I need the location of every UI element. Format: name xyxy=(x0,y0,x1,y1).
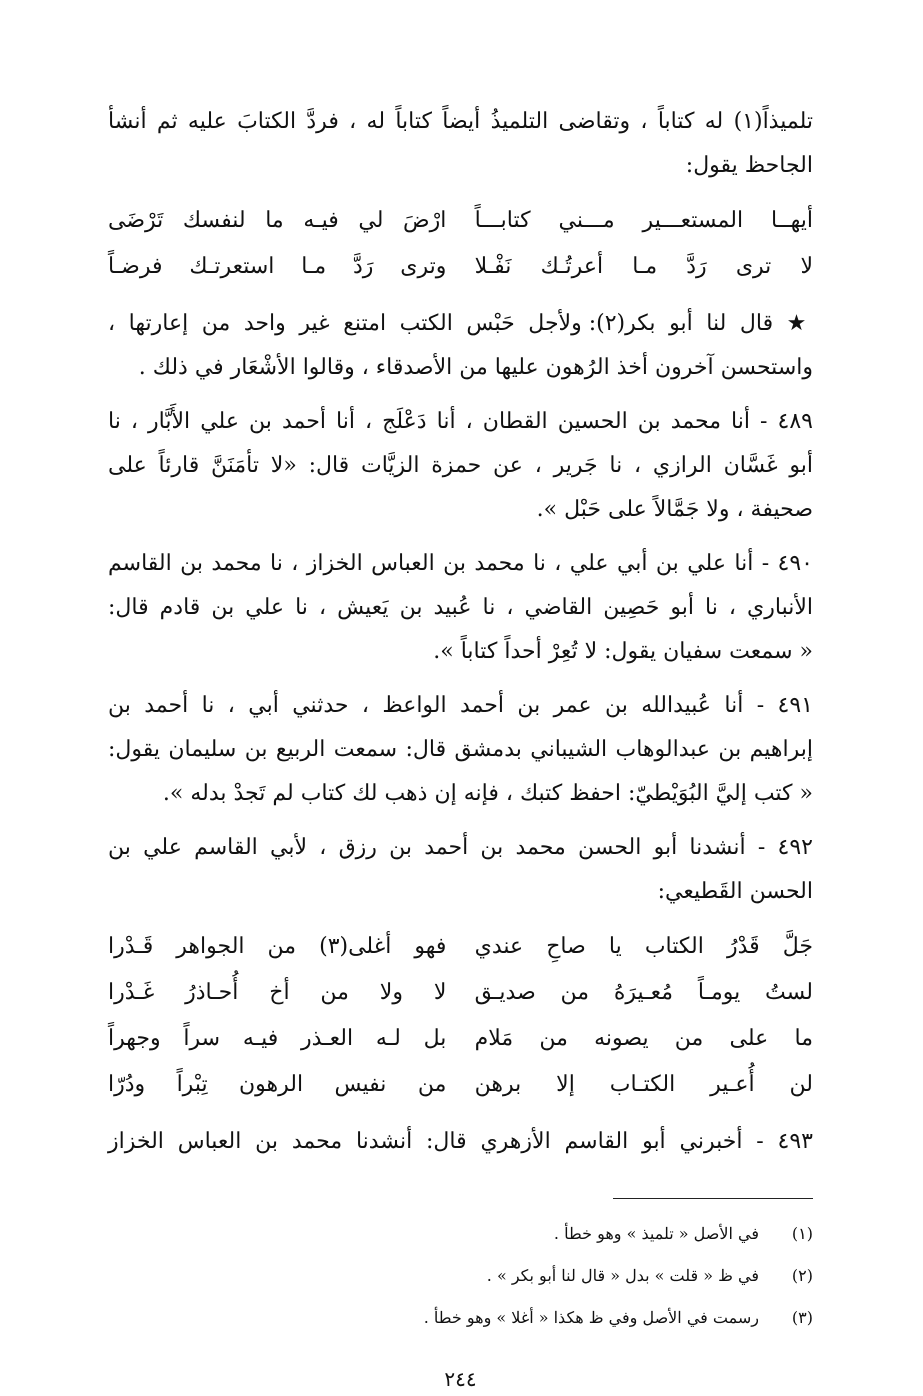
hemistich-second: فهو أغلى(٣) من الجواهر قَـدْرا xyxy=(108,934,447,959)
text-line: الحسن القَطيعي: xyxy=(657,879,813,904)
verse xyxy=(108,244,813,290)
text-line: إبراهيم بن عبدالوهاب الشيباني بدمشق قال: سمعت الربيع بن سليمان يقول: xyxy=(108,737,813,762)
text-line: ٤٩٢ - أنشدنا أبو الحسن محمد بن أحمد بن رزق ، لأبي القاسم علي بن xyxy=(108,835,813,860)
entry-493 xyxy=(108,1120,813,1164)
text-line: ٤٩١ - أنا عُبيدالله بن عمر بن أحمد الواعظ ، حدثني أبي ، نا أحمد بن xyxy=(108,693,813,718)
hemistich-second: بل لـه العـذر فيـه سراً وجهراً xyxy=(108,1026,447,1051)
footnote-text: رسمت في الأصل وفي ظ هكذا « أغلا » وهو خطأ . xyxy=(423,1308,759,1327)
text-line: الأنباري ، نا أبو حَصِين القاضي ، نا عُبيد بن يَعيش ، نا علي بن قادم قال: xyxy=(108,595,813,620)
footnotes xyxy=(108,1213,813,1339)
footnote-text: في ظ « قلت » بدل « قال لنا أبو بكر » . xyxy=(486,1266,759,1285)
hemistich-first: جَلَّ قَدْرُ الكتاب يا صاحِ عندي xyxy=(474,934,813,959)
hemistich-second: ارْضَ لي فيـه ما لنفسك تَرْضَى xyxy=(108,208,447,233)
footnote-separator xyxy=(613,1198,813,1199)
poem-1 xyxy=(108,198,813,290)
text-line: ٤٩٠ - أنا علي بن أبي علي ، نا محمد بن العباس الخزاز ، نا محمد بن القاسم xyxy=(108,551,813,576)
verse xyxy=(108,1062,813,1108)
hemistich-first: ما على من يصونه من مَلام xyxy=(474,1026,813,1051)
entry-490 xyxy=(108,542,813,674)
hemistich-second: لا ولا من أخ أُحـاذرُ غَـدْرا xyxy=(108,980,447,1005)
text-line: ٤٨٩ - أنا محمد بن الحسين القطان ، أنا دَعْلَج ، أنا أحمد بن علي الأَبَّار ، نا xyxy=(108,409,813,434)
hemistich-second: من نفيس الرهون تِبْراً ودُرّا xyxy=(108,1072,447,1097)
hemistich-second: وترى رَدَّ مـا استعرتـك فرضـاً xyxy=(108,254,447,279)
entry-491 xyxy=(108,684,813,816)
text-line: تلميذاً(١) له كتاباً ، وتقاضى التلميذُ أيضاً كتاباً له ، فردَّ الكتابَ عليه ثم أنشأ xyxy=(108,109,813,134)
footnote-text: في الأصل « تلميذ » وهو خطأ . xyxy=(553,1224,759,1243)
text-line: ★ قال لنا أبو بكر(٢): ولأجل حَبْس الكتب امتنع غير واحد من إعارتها ، xyxy=(108,311,813,336)
text-line: « سمعت سفيان يقول: لا تُعِرْ أحداً كتاباً ». xyxy=(433,639,813,664)
hemistich-first: لن أُعـير الكتـاب إلا برهن xyxy=(474,1072,813,1097)
text-line: الجاحظ يقول: xyxy=(685,153,813,178)
footnote-number: (٢) xyxy=(791,1266,813,1285)
text-line: واستحسن آخرون أخذ الرُهون عليها من الأصدقاء ، وقالوا الأشْعَار في ذلك . xyxy=(138,355,813,380)
paragraph-intro xyxy=(108,100,813,188)
paragraph-note xyxy=(108,302,813,390)
page-number: ٢٤٤ xyxy=(444,1367,477,1391)
text-line: صحيفة ، ولا جَمَّالاً على حَبْل ». xyxy=(536,497,813,522)
verse xyxy=(108,198,813,244)
entry-492 xyxy=(108,826,813,914)
poem-2 xyxy=(108,924,813,1108)
footnote xyxy=(108,1297,813,1339)
verse xyxy=(108,924,813,970)
verse xyxy=(108,1016,813,1062)
text-line: « كتب إليَّ البُوَيْطيّ: احفظ كتبك ، فإنه إن ذهب لك كتاب لم تَجدْ بدله ». xyxy=(162,781,813,806)
hemistich-first: لا ترى رَدَّ مـا أعرتُـك نَفْـلا xyxy=(474,254,813,279)
hemistich-first: أيهــا المستعـــير مـــني كتابـــاً xyxy=(474,208,813,233)
footnote xyxy=(108,1255,813,1297)
footnote-number: (١) xyxy=(791,1224,813,1243)
text-line: ٤٩٣ - أخبرني أبو القاسم الأزهري قال: أنشدنا محمد بن العباس الخزاز xyxy=(108,1129,813,1154)
footnote xyxy=(108,1213,813,1255)
footnote-number: (٣) xyxy=(791,1308,813,1327)
text-line: أبو غَسَّان الرازي ، نا جَرير ، عن حمزة الزيَّات قال: «لا تأمَنَنَّ قارئاً على xyxy=(108,453,813,478)
hemistich-first: لستُ يومـاً مُعـيرَهُ من صديـق xyxy=(474,980,813,1005)
entry-489 xyxy=(108,400,813,532)
verse xyxy=(108,970,813,1016)
